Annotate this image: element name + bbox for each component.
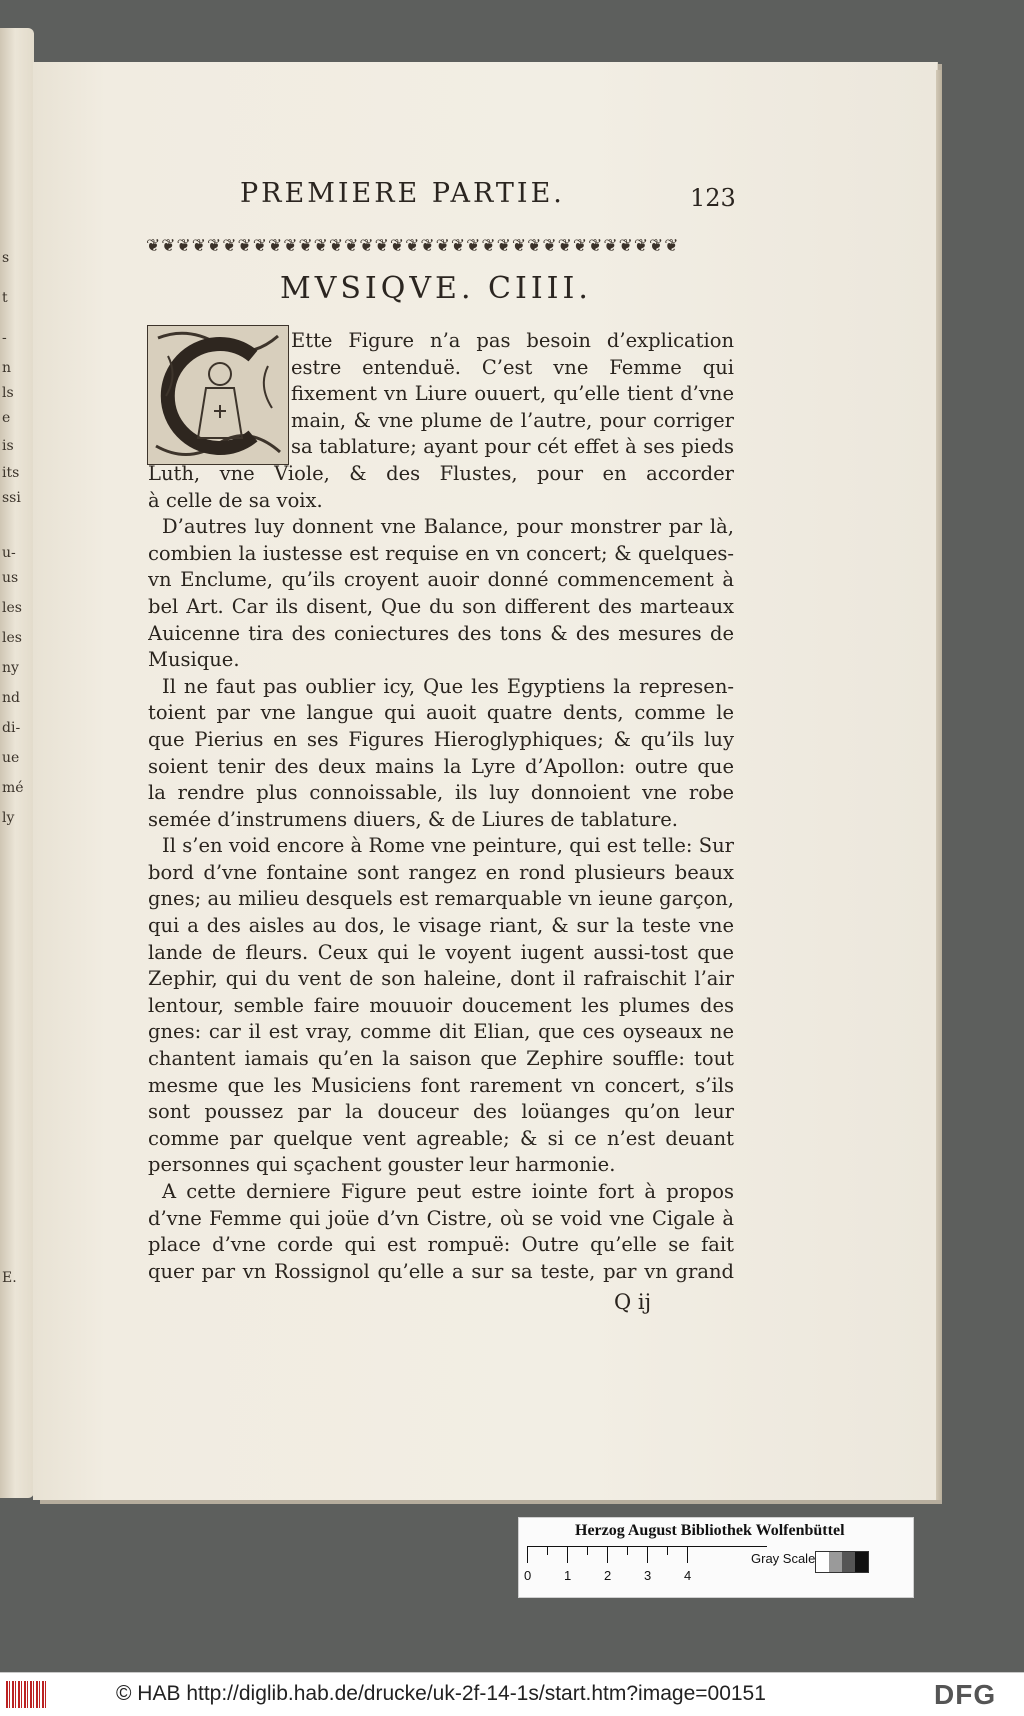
scale-ruler [527, 1546, 767, 1569]
facing-page-edge [0, 28, 34, 1498]
text-line: sa tablature; ayant pour cét effet à ses pieds [291, 435, 734, 459]
text-line: que Pierius en ses Figures Hieroglyphiques; & qu’ils luy [148, 727, 734, 751]
ornament-band: ❦❦❦❦❦❦❦❦❦❦❦❦❦❦❦❦❦❦❦❦❦❦❦❦❦❦❦❦❦❦❦❦❦❦❦ [146, 236, 680, 256]
text-line: gnes; au milieu desquels est remarquable vn ieune garçon, [148, 887, 734, 911]
facing-page-text-fragment: is [2, 438, 14, 454]
text-line: lande de fleurs. Ceux qui le voyent iugent aussi-tost que [148, 940, 734, 964]
text-line: main, & vne plume de l’autre, pour corriger [291, 408, 734, 432]
facing-page-text-fragment: us [2, 570, 19, 586]
facing-page-text-fragment: n [2, 360, 12, 376]
text-line: quer par vn Rossignol qu’elle a sur sa teste, par vn grand [148, 1259, 734, 1283]
text-line: gnes: car il est vray, comme dit Elian, que ces oyseaux ne [148, 1020, 734, 1044]
text-line: Il ne faut pas oublier icy, Que les Egyptiens la represen- [162, 674, 734, 698]
text-line: bel Art. Car ils disent, Que du son different des marteaux [148, 594, 734, 618]
ruler-number: 2 [604, 1568, 612, 1583]
text-line: Auicenne tira des coniectures des tons & des mesures de [148, 621, 734, 645]
ruler-number: 0 [524, 1568, 532, 1583]
facing-page-text-fragment: E. [2, 1270, 17, 1286]
text-line: soient tenir des deux mains la Lyre d’Apollon: outre que [148, 754, 734, 778]
page-number: 123 [690, 184, 736, 212]
ruler-number: 4 [684, 1568, 692, 1583]
text-line: Luth, vne Viole, & des Flustes, pour en accorder [148, 461, 734, 485]
footer-bar [0, 1672, 1024, 1716]
text-line: Il s’en void encore à Rome vne peinture, qui est telle: Sur [162, 834, 734, 858]
text-line: qui a des aisles au dos, le visage riant, & sur la teste vne [148, 914, 734, 938]
facing-page-text-fragment: t [2, 290, 8, 306]
facing-page-text-fragment: ly [2, 810, 15, 826]
text-line: toient par vne langue qui auoit quatre dents, comme le [148, 701, 734, 725]
facing-page-text-fragment: mé [2, 780, 24, 796]
running-title: PREMIERE PARTIE. [240, 178, 565, 209]
color-calibration-card [518, 1517, 914, 1598]
facing-page-text-fragment: ssi [2, 490, 21, 506]
gray-scale-label: Gray Scale [751, 1551, 816, 1566]
text-line: sont poussez par la douceur des loüanges qu’on leur [148, 1100, 734, 1124]
gray-swatch [816, 1552, 829, 1572]
gray-swatches [815, 1551, 869, 1573]
gray-swatch [855, 1552, 868, 1572]
text-line: comme par quelque vent agreable; & si ce n’est deuant [148, 1126, 734, 1150]
text-line: mesme que les Musiciens font rarement vn concert, s’ils [148, 1073, 734, 1097]
text-line: semée d’instrumens diuers, & de Liures de tablature. [148, 807, 678, 831]
gray-swatch [829, 1552, 842, 1572]
facing-page-text-fragment: - [2, 330, 7, 346]
text-line: Zephir, qui du vent de son haleine, dont il rafraischit l’air [148, 967, 734, 991]
facing-page-text-fragment: ls [2, 385, 14, 401]
text-line: la rendre plus connoissable, ils luy donnoient vne robe [148, 781, 734, 805]
text-line: A cette derniere Figure peut estre iointe fort à propos [162, 1180, 734, 1203]
source-url[interactable]: © HAB http://diglib.hab.de/drucke/uk-2f-14-1s/start.htm?image=00151 [116, 1682, 766, 1705]
text-line: à celle de sa voix. [148, 488, 323, 512]
ruler-number: 1 [564, 1568, 572, 1583]
ruler-number: 3 [644, 1568, 652, 1583]
facing-page-text-fragment: nd [2, 690, 20, 706]
facing-page-text-fragment: u- [2, 545, 16, 561]
text-line: fixement vn Liure ouuert, qu’elle tient d’vne [291, 382, 734, 406]
text-line: estre entenduë. C’est vne Femme qui [291, 355, 734, 379]
page-edge [936, 70, 942, 1500]
facing-page-text-fragment: les [2, 600, 22, 616]
text-line: Musique. [148, 648, 240, 672]
library-name: Herzog August Bibliothek Wolfenbüttel [575, 1522, 845, 1539]
text-line: combien la iustesse est requise en vn concert; & quelques- [148, 541, 734, 565]
text-line: d’vne Femme qui joüe d’vn Cistre, où se void vne Cigale à [148, 1206, 734, 1230]
facing-page-text-fragment: e [2, 410, 11, 426]
gray-swatch [842, 1552, 855, 1572]
dfg-logo: DFG [934, 1679, 997, 1710]
text-line: personnes qui sçachent gouster leur harmonie. [148, 1153, 616, 1177]
facing-page-text-fragment: ue [2, 750, 20, 766]
text-line: vn Enclume, qu’ils croyent auoir donné commencement à [148, 568, 734, 592]
facing-page-text-fragment: ny [2, 660, 19, 676]
facing-page-text-fragment: s [2, 250, 10, 266]
text-line: D’autres luy donnent vne Balance, pour monstrer par là, [162, 515, 734, 539]
text-line: Ette Figure n’a pas besoin d’explication [291, 329, 734, 352]
facing-page-text-fragment: its [2, 465, 20, 481]
facing-page-text-fragment: di- [2, 720, 21, 736]
hab-logo-icon [6, 1681, 46, 1708]
body-text [148, 328, 734, 1285]
signature-mark: Q ij [614, 1290, 652, 1314]
chapter-title: MVSIQVE. CIIII. [280, 271, 592, 306]
text-line: bord d’vne fontaine sont rangez en rond plusieurs beaux [148, 860, 734, 884]
text-line: lentour, semble faire mouuoir doucement les plumes des [148, 993, 734, 1017]
text-line: chantent iamais qu’en la saison que Zephire souffle: tout [148, 1047, 734, 1071]
text-line: place d’vne corde qui est rompuë: Outre qu’elle se fait [148, 1233, 734, 1257]
facing-page-text-fragment: les [2, 630, 22, 646]
